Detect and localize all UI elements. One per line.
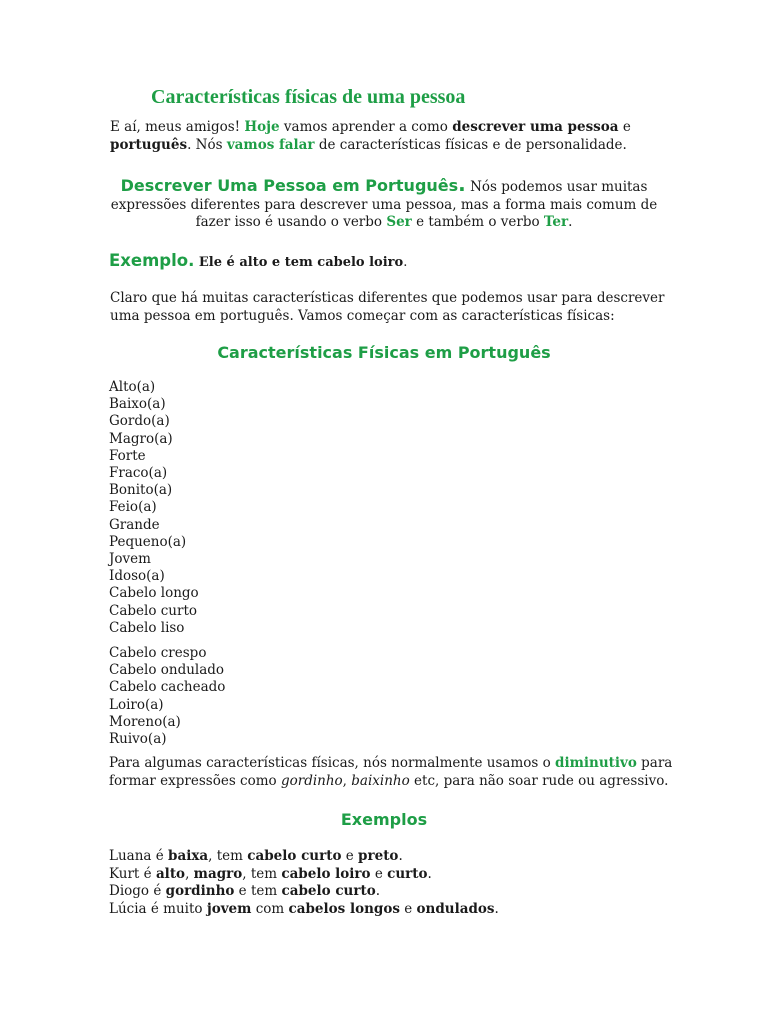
examples-list (109, 848, 709, 918)
intro-paragraph: E aí, meus amigos! Hoje vamos aprender a como descrever uma pessoa e português. Nós vamos falar de características físicas e de personalidade. (110, 119, 631, 153)
list-item: Magro(a) (109, 430, 173, 447)
characteristics-list-1 (109, 379, 199, 637)
list-item: Feio(a) (109, 499, 157, 516)
section-heading: Características Físicas em Português (217, 343, 551, 362)
list-item: Bonito(a) (109, 482, 173, 499)
list-item: Cabelo liso (109, 619, 185, 636)
diminutivo-paragraph: Para algumas características físicas, nós normalmente usamos o diminutivo para formar expressões como gordinho, baixinho etc, para não soar rude ou agressivo. (109, 755, 673, 789)
list-item: Cabelo curto (109, 602, 198, 619)
example-sentence: Diogo é gordinho e tem cabelo curto. (109, 883, 380, 899)
page-title: Características físicas de uma pessoa (151, 86, 466, 108)
characteristics-list-2 (109, 645, 225, 748)
list-item: Gordo(a) (109, 413, 170, 430)
list-item: Cabelo cacheado (109, 679, 226, 696)
list-item: Moreno(a) (109, 713, 181, 730)
example-sentence: Luana é baixa, tem cabelo curto e preto. (109, 848, 403, 864)
examples-heading: Exemplos (340, 810, 428, 829)
list-item: Grande (109, 516, 160, 533)
list-item: Cabelo crespo (109, 645, 207, 661)
describe-heading: Descrever Uma Pessoa em Português (120, 176, 459, 195)
example-line: Exemplo. Ele é alto e tem cabelo loiro. (109, 251, 408, 270)
claro-paragraph: Claro que há muitas características diferentes que podemos usar para descrever uma pessoa em português. Vamos começar com as características físicas: (110, 290, 665, 324)
list-item: Idoso(a) (109, 568, 165, 585)
list-item: Loiro(a) (109, 696, 164, 713)
list-item: Forte (109, 447, 146, 464)
describe-paragraph: Descrever Uma Pessoa em Português. Nós podemos usar muitas expressões diferentes para descrever uma pessoa, mas a forma mais comum de fazer isso é usando o verbo Ser e também o verbo Ter. (110, 172, 658, 230)
example-sentence: Kurt é alto, magro, tem cabelo loiro e curto. (109, 865, 432, 882)
list-item: Baixo(a) (109, 396, 166, 413)
list-item: Cabelo ondulado (109, 662, 225, 679)
list-item: Pequeno(a) (109, 533, 187, 550)
list-item: Ruivo(a) (109, 731, 167, 748)
example-sentence: Lúcia é muito jovem com cabelos longos e ondulados. (109, 900, 499, 917)
list-item: Cabelo longo (109, 585, 199, 602)
example-label: Exemplo. (109, 251, 195, 270)
list-item: Alto(a) (109, 379, 156, 395)
list-item: Jovem (109, 551, 151, 568)
list-item: Fraco(a) (109, 465, 168, 482)
